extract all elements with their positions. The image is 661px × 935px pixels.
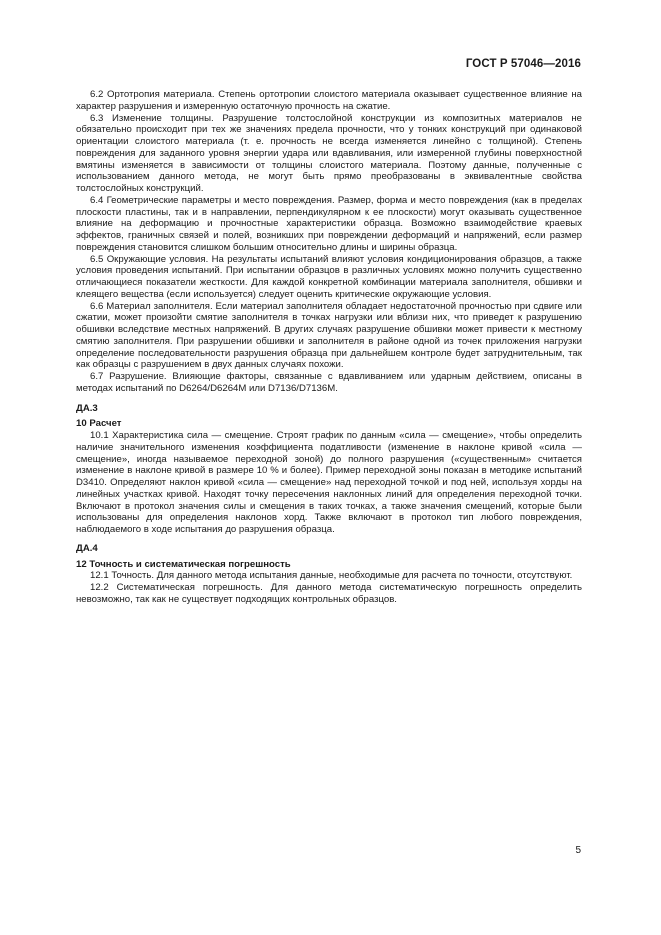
paragraph-10-1: 10.1 Характеристика сила — смещение. Строят график по данным «сила — смещение», чтобы определить наличие значительного изменения коэффициента податливости (изменение в наклоне кривой «сила — смещение», иногда называемое переходной зоной) до полного разрушения («существенным» считается изменение в наклоне кривой в размере 10 % и более). Пример переходной зоны показан в методике испытаний D3410. Определяют наклон кривой «сила — смещение» над переходной точкой и под ней, используя хорды на линейных участках кривой. Находят точку пересечения наклонных линий для определения переходной точки. Включают в протокол значения силы и смещения в таких точках, а также значения смещений, которые были использованы для определения наклонов хорд. Также включают в протокол тип любого повреждения, наблюдаемого в ходе испытания до разрушения образца. <box>76 430 582 535</box>
paragraph-12-1: 12.1 Точность. Для данного метода испытания данные, необходимые для расчета по точности, отсутствуют. <box>90 570 573 582</box>
document-standard-id: ГОСТ Р 57046—2016 <box>465 58 581 70</box>
document-body <box>76 89 582 606</box>
paragraph-12-2: 12.2 Систематическая погрешность. Для данного метода систематическую погрешность определить невозможно, так как не существует подходящих контрольных образцов. <box>76 582 582 605</box>
page-number: 5 <box>575 845 581 856</box>
paragraph-6-3: 6.3 Изменение толщины. Разрушение толстослойной конструкции из композитных материалов не обязательно происходит при тех же значениях предела прочности, что у тонких конструкций при одинаковой ориентации слоистого материала (т. е. прочность не всегда изменяется линейно с толщиной). Степень повреждения для заданного уровня энергии удара или вдавливания, или измеренной глубины поверхностной вмятины изменяется в зависимости от толщины слоистого материала. Поэтому данные, полученные с использованием данного метода, не могут быть прямо преобразованы в эквивалентные свойства толстослойных конструкций. <box>76 112 582 194</box>
paragraph-6-4: 6.4 Геометрические параметры и место повреждения. Размер, форма и место повреждения (как в пределах плоскости пластины, так и в направлении, перпендикулярном к ее плоскости) могут оказывать существенное влияние на деформацию и прочностные характеристики образца. Возможно взаимодействие краевых эффектов, граничных связей и полей, возникших при повреждении деформаций и напряжений, если размер повреждения становится слишком большим относительно длины и ширины образца. <box>76 194 582 253</box>
appendix-section-da4-label: ДА.4 <box>76 542 98 554</box>
appendix-section-da3-label: ДА.3 <box>76 402 98 414</box>
section-12-title: 12 Точность и систематическая погрешность <box>76 558 291 570</box>
paragraph-6-7: 6.7 Разрушение. Влияющие факторы, связанные с вдавливанием или ударным действием, описаны в методах испытаний по D6264/D6264M или D7136/D7136M. <box>76 371 582 394</box>
paragraph-6-2: 6.2 Ортотропия материала. Степень ортотропии слоистого материала оказывает существенное влияние на характер разрушения и измеренную остаточную прочность на сжатие. <box>76 89 582 112</box>
paragraph-6-5: 6.5 Окружающие условия. На результаты испытаний влияют условия кондиционирования образцов, а также условия проведения испытаний. При испытании образцов в различных условиях можно получить существенно отличающиеся показатели жесткости. Для каждой конкретной комбинации материала заполнителя, обшивки и клеящего вещества (если используется) следует оценить критические окружающие условия. <box>76 253 582 300</box>
section-10-title: 10 Расчет <box>76 418 122 430</box>
paragraph-6-6: 6.6 Материал заполнителя. Если материал заполнителя обладает недостаточной прочностью при сдвиге или сжатии, может произойти смятие заполнителя в точках нагрузки или вблизи них, что приведет к разрушению обшивки вследствие местных напряжений. В других случаях разрушение обшивки может привести к местному смятию заполнителя. При разрушении обшивки и заполнителя в районе одной из точек приложения нагрузки определение последовательности разрушения образца при дальнейшем контроле будет затруднительным, так как образцы с разрушением в двух данных случаях похожи. <box>76 300 582 371</box>
